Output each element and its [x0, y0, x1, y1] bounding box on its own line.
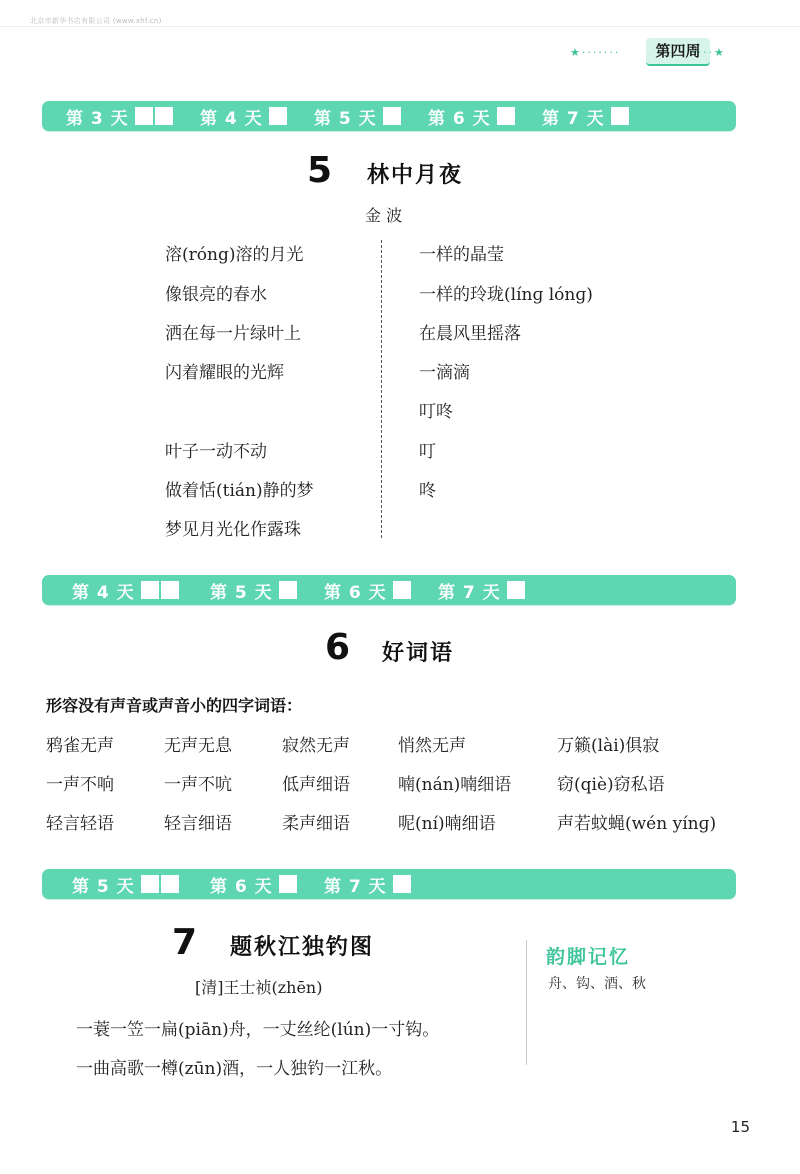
check-box[interactable]: [279, 581, 297, 599]
word-item: 鸦雀无声: [46, 736, 114, 756]
day-label: 第 3 天: [66, 108, 129, 129]
word-item: 轻言轻语: [46, 814, 114, 834]
check-box[interactable]: [393, 581, 411, 599]
lesson-number: 6: [325, 627, 351, 668]
word-item: 万籁(lài)俱寂: [557, 736, 660, 756]
header-note: 北京市新华书店有限公司 (www.xhf.cn): [30, 17, 162, 25]
day-label: 第 6 天: [210, 876, 273, 897]
lesson-number: 7: [172, 922, 198, 963]
poem-line: 溶(róng)溶的月光: [165, 245, 304, 265]
day-label: 第 5 天: [210, 582, 273, 603]
lesson-title: 好词语: [382, 640, 455, 666]
section-intro: 形容没有声音或声音小的四字词语：: [46, 696, 303, 715]
word-item: 柔声细语: [282, 814, 350, 834]
lesson-title: 题秋江独钓图: [230, 934, 375, 960]
day-label: 第 7 天: [542, 108, 605, 129]
week-badge: [570, 38, 760, 66]
day-label: 第 7 天: [438, 582, 501, 603]
word-item: 低声细语: [282, 775, 350, 795]
word-item: 寂然无声: [282, 736, 350, 756]
check-box[interactable]: [155, 107, 173, 125]
check-box[interactable]: [507, 581, 525, 599]
day-strip-poem7: [42, 869, 736, 899]
word-item: 无声无息: [164, 736, 232, 756]
poem-line: 一曲高歌一樽(zūn)酒，一人独钓一江秋。: [76, 1059, 393, 1079]
day-checkbox-group: [324, 575, 411, 605]
check-box[interactable]: [141, 875, 159, 893]
day-checkbox-group: [66, 101, 173, 131]
dot-row-left: ★·······: [570, 46, 621, 59]
poem-line: 一样的玲珑(línɡ lónɡ): [419, 285, 593, 305]
word-item: 一声不吭: [164, 775, 232, 795]
check-box[interactable]: [611, 107, 629, 125]
lesson-number: 5: [307, 150, 333, 191]
rhyme-memo-title: 韵脚记忆: [546, 946, 631, 968]
day-label: 第 5 天: [314, 108, 377, 129]
check-box[interactable]: [141, 581, 159, 599]
check-box[interactable]: [497, 107, 515, 125]
day-checkbox-group: [428, 101, 515, 131]
check-box[interactable]: [161, 875, 179, 893]
poem-line: 叶子一动不动: [165, 442, 267, 462]
poem-author: [清]王士祯(zhēn): [195, 978, 323, 997]
day-strip-section6: [42, 575, 736, 605]
poem-line: 像银亮的春水: [165, 285, 267, 305]
poem-line: 闪着耀眼的光辉: [165, 363, 284, 383]
lesson-title: 林中月夜: [367, 162, 464, 188]
poem-line: 一滴滴: [419, 363, 470, 383]
poem-line: 一样的晶莹: [419, 245, 504, 265]
day-checkbox-group: [210, 869, 297, 899]
poem-line: 在晨风里摇落: [419, 324, 521, 344]
day-checkbox-group: [324, 869, 411, 899]
poem-author: 金 波: [365, 206, 403, 225]
word-item: 喃(nán)喃细语: [398, 775, 512, 795]
day-checkbox-group: [542, 101, 629, 131]
word-item: 悄然无声: [398, 736, 466, 756]
check-box[interactable]: [279, 875, 297, 893]
word-item: 轻言细语: [164, 814, 232, 834]
check-box[interactable]: [161, 581, 179, 599]
day-checkbox-group: [72, 869, 179, 899]
day-strip-poem5: [42, 101, 736, 131]
day-label: 第 6 天: [324, 582, 387, 603]
day-checkbox-group: [72, 575, 179, 605]
header-divider: [0, 26, 800, 27]
day-checkbox-group: [200, 101, 287, 131]
day-checkbox-group: [314, 101, 401, 131]
word-item: 声若蚊蝇(wén yínɡ): [557, 814, 717, 834]
check-box[interactable]: [393, 875, 411, 893]
check-box[interactable]: [135, 107, 153, 125]
check-box[interactable]: [269, 107, 287, 125]
poem-line: 梦见月光化作露珠: [165, 520, 301, 540]
day-label: 第 4 天: [200, 108, 263, 129]
poem-line: 咚: [419, 481, 436, 501]
word-item: 一声不响: [46, 775, 114, 795]
day-checkbox-group: [438, 575, 525, 605]
day-checkbox-group: [210, 575, 297, 605]
day-label: 第 7 天: [324, 876, 387, 897]
word-item: 窃(qiè)窃私语: [557, 775, 665, 795]
sidebar-divider: [526, 940, 527, 1065]
column-divider: [381, 240, 382, 538]
poem-line: 一蓑一笠一扁(piān)舟，一丈丝纶(lún)一寸钩。: [76, 1020, 440, 1040]
day-label: 第 4 天: [72, 582, 135, 603]
dot-row-right: ····★: [692, 46, 726, 59]
day-label: 第 5 天: [72, 876, 135, 897]
day-label: 第 6 天: [428, 108, 491, 129]
page-number: 15: [730, 1118, 750, 1136]
word-item: 呢(ní)喃细语: [398, 814, 496, 834]
poem-line: 做着恬(tián)静的梦: [165, 481, 314, 501]
poem-line: 洒在每一片绿叶上: [165, 324, 301, 344]
week-label: 第四周: [655, 42, 701, 60]
check-box[interactable]: [383, 107, 401, 125]
rhyme-memo-words: 舟、钩、酒、秋: [548, 976, 646, 992]
poem-line: 叮咚: [419, 402, 453, 422]
poem-line: 叮: [419, 442, 436, 462]
